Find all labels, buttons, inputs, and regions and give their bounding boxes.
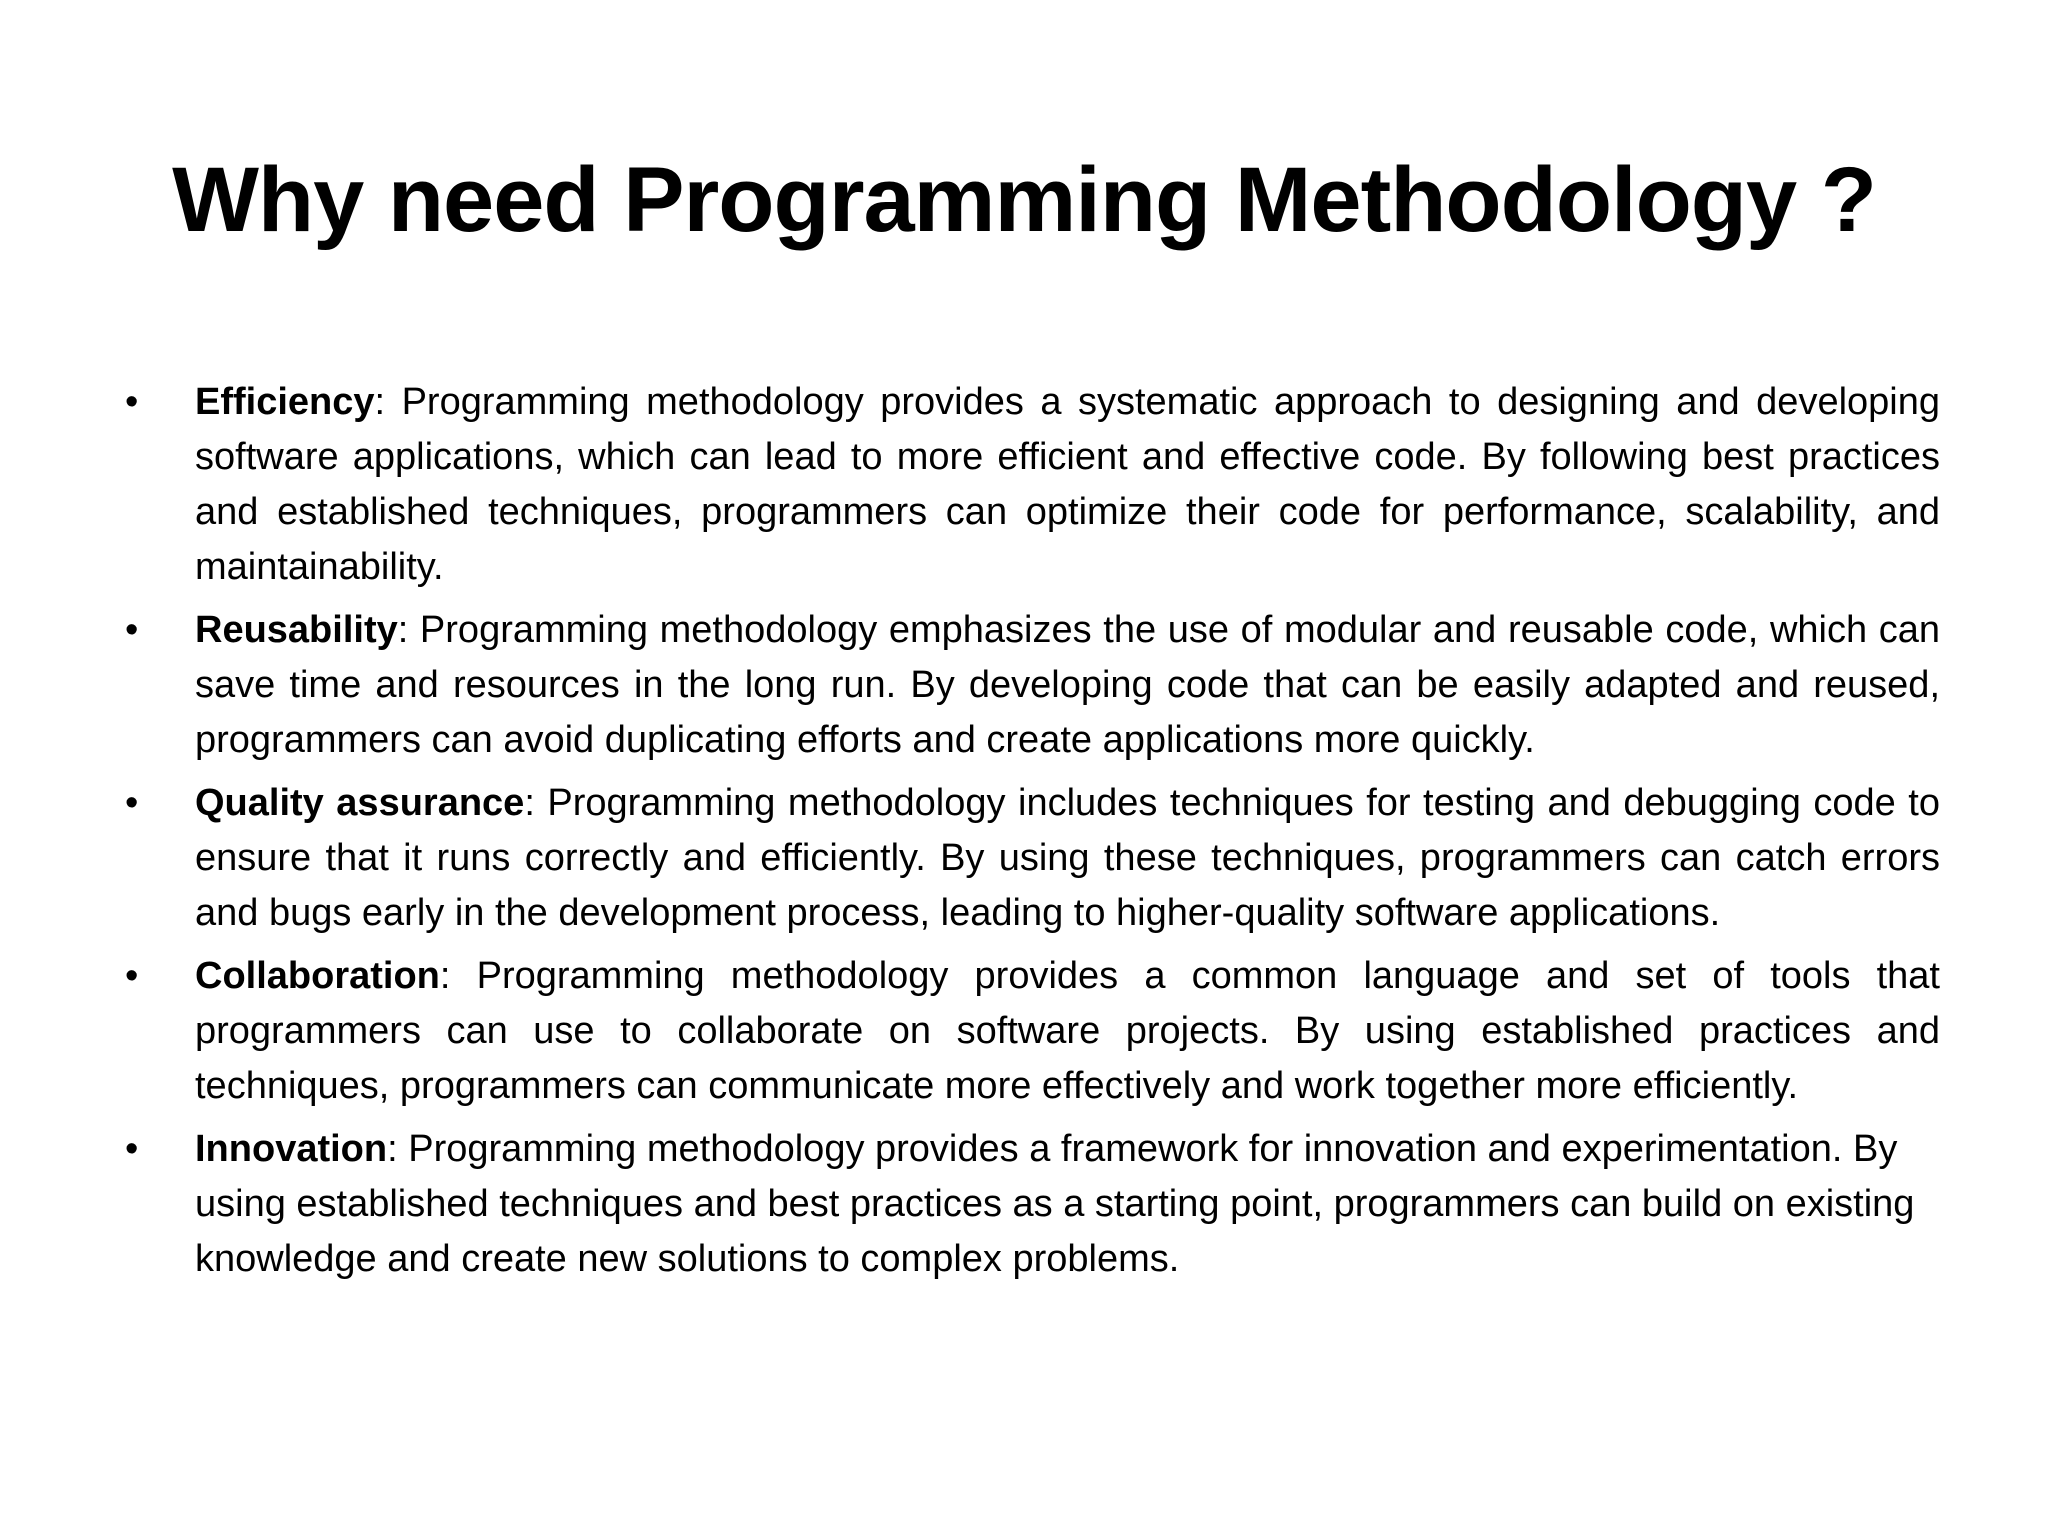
bullet-text: : Programming methodology emphasizes the use of modular and reusable code, which can save time and resources in the long run. By developing code that can be easily adapted and reused, programmers can avoid duplicating efforts and create applications more quickly. xyxy=(195,609,1940,761)
bullet-icon: • xyxy=(125,782,139,824)
bullet-text: : Programming methodology provides a framework for innovation and experimentation. By using established techniques and best practices as a starting point, programmers can build on existing knowledge and create new solutions to complex problems. xyxy=(195,1128,1915,1280)
bullet-term: Quality assurance xyxy=(195,782,525,824)
slide-title: Why need Programming Methodology ? xyxy=(172,149,1876,251)
bullet-icon: • xyxy=(125,1128,139,1170)
bullet-list xyxy=(120,375,1940,1295)
bullet-icon: • xyxy=(125,955,139,997)
bullet-text: : Programming methodology provides a systematic approach to designing and developing software applications, which can lead to more efficient and effective code. By following best practices and established techniques, programmers can optimize their code for performance, scalability, and maintainability. xyxy=(195,381,1940,588)
bullet-item-efficiency xyxy=(120,375,1940,595)
bullet-term: Innovation xyxy=(195,1128,388,1170)
bullet-icon: • xyxy=(125,609,139,651)
bullet-item-collaboration xyxy=(120,949,1940,1114)
bullet-term: Collaboration xyxy=(195,955,440,997)
bullet-term: Reusability xyxy=(195,609,398,651)
bullet-item-quality-assurance xyxy=(120,776,1940,941)
bullet-icon: • xyxy=(125,381,139,423)
bullet-term: Efficiency xyxy=(195,381,375,423)
bullet-text: : Programming methodology includes techniques for testing and debugging code to ensure that it runs correctly and efficiently. By using these techniques, programmers can catch errors and bugs early in the development process, leading to higher-quality software applications. xyxy=(195,782,1940,934)
bullet-item-reusability xyxy=(120,603,1940,768)
bullet-item-innovation xyxy=(120,1122,1940,1287)
bullet-text: : Programming methodology provides a common language and set of tools that programmers can use to collaborate on software projects. By using established practices and techniques, programmers can communicate more effectively and work together more efficiently. xyxy=(195,955,1940,1107)
